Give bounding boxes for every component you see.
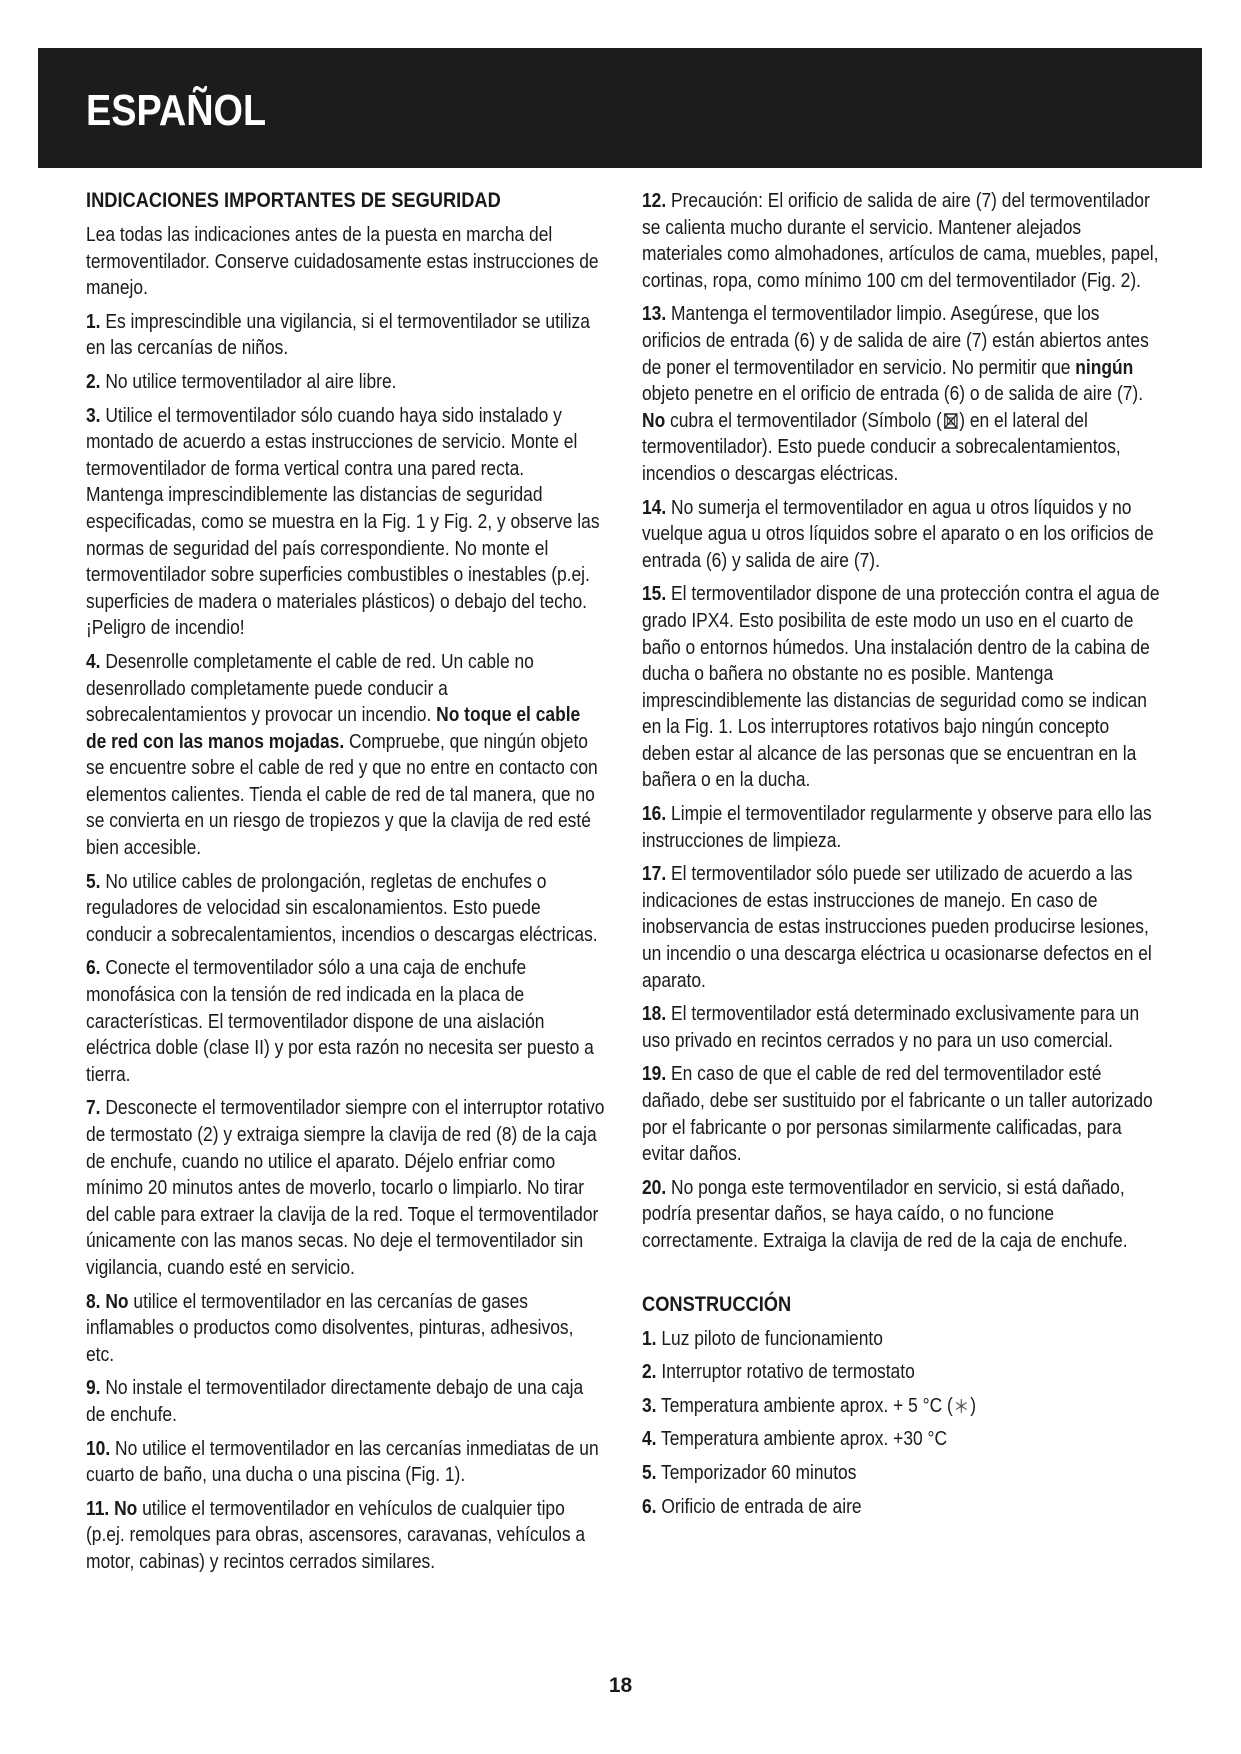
construction-item-2: 2. Interruptor rotativo de termostato [642, 1361, 915, 1384]
safety-item-9: 9. No instale el termoventilador directamente debajo de una caja de enchufe. [86, 1377, 584, 1426]
construction-item-6: 6. Orificio de entrada de aire [642, 1495, 862, 1518]
safety-item-13: 13. Mantenga el termoventilador limpio. Asegúrese, que los orificios de entrada (6) y de salida de aire (7) están abiertos antes de poner el termoventilador en servicio. No permitir que ningún objeto penetre en el orificio de entrada (6) o de salida de aire (7). No cubra el termoventilador (Símbolo ( ) en el lateral del termoventilador). Esto puede conducir a sobrecalentamientos, incendios o descargas eléctricas. [642, 303, 1149, 485]
safety-item-5: 5. No utilice cables de prolongación, regletas de enchufes o reguladores de velocidad sin escalonamientos. Esto puede conducir a sobrecalentamientos, incendios o descargas eléctricas. [86, 870, 598, 946]
safety-item-18: 18. El termoventilador está determinado exclusivamente para un uso privado en recintos cerrados y no para un uso comercial. [642, 1003, 1140, 1052]
safety-item-4: 4. Desenrolle completamente el cable de red. Un cable no desenrollado completamente puede conducir a sobrecalentamientos y provocar un incendio. No toque el cable de red con las manos mojadas. Compruebe, que ningún objeto se encuentre sobre el cable de red y que no entre en contacto con elementos calientes. Tienda el cable de red de tal manera, que no se convierta en un riesgo de tropiezos y que la clavija de red esté bien accesible. [86, 650, 598, 860]
construction-item-1: 1. Luz piloto de funcionamiento [642, 1327, 883, 1350]
frost-protection-icon [955, 1395, 969, 1411]
safety-item-2: 2. No utilice termoventilador al aire libre. [86, 370, 397, 393]
safety-intro: Lea todas las indicaciones antes de la puesta en marcha del termoventilador. Conserve cuidadosamente estas instrucciones de manejo. [86, 224, 599, 300]
safety-item-3: 3. Utilice el termoventilador sólo cuando haya sido instalado y montado de acuerdo a estas instrucciones de servicio. Monte el termoventilador de forma vertical contra una pared recta. Mantenga imprescindiblemente las distancias de seguridad especificadas, como se muestra en la Fig. 1 y Fig. 2, y observe las normas de seguridad del país correspondiente. No monte el termoventilador sobre superficies combustibles o inestables (p.ej. superficies de madera o materiales plásticos) o debajo del techo. ¡Peligro de incendio! [86, 404, 600, 640]
safety-item-6: 6. Conecte el termoventilador sólo a una caja de enchufe monofásica con la tensión de red indicada en la placa de características. El termoventilador dispone de una aislación eléctrica doble (clase II) y por esta razón no necesita ser puesto a tierra. [86, 957, 594, 1086]
right-column [642, 188, 1162, 1527]
do-not-cover-icon [944, 410, 958, 426]
safety-item-20: 20. No ponga este termoventilador en servicio, si está dañado, podría presentar daños, se haya caído, o no funcione correctamente. Extraiga la clavija de red de la caja de enchufe. [642, 1176, 1128, 1252]
safety-item-16: 16. Limpie el termoventilador regularmente y observe para ello las instrucciones de limpieza. [642, 803, 1152, 852]
safety-item-14: 14. No sumerja el termoventilador en agua u otros líquidos y no vuelque agua u otros líquidos sobre el aparato o en los orificios de entrada (6) y salida de aire (7). [642, 496, 1154, 572]
language-header-bar [38, 48, 1202, 168]
construction-heading: CONSTRUCCIÓN [642, 1292, 792, 1316]
safety-item-17: 17. El termoventilador sólo puede ser utilizado de acuerdo a las indicaciones de estas instrucciones de manejo. En caso de inobservancia de estas instrucciones pueden producirse lesiones, un incendio o una descarga eléctrica u ocasionarse defectos en el aparato. [642, 863, 1152, 992]
safety-item-10: 10. No utilice el termoventilador en las cercanías inmediatas de un cuarto de baño, una ducha o una piscina (Fig. 1). [86, 1437, 599, 1487]
safety-item-12: 12. Precaución: El orificio de salida de aire (7) del termoventilador se calienta mucho durante el servicio. Mantener alejados materiales como almohadones, artículos de cama, muebles, papel, cortinas, ropa, como mínimo 100 cm del termoventilador (Fig. 2). [642, 190, 1159, 292]
construction-item-3: 3. Temperatura ambiente aprox. + 5 °C ( ) [642, 1394, 977, 1417]
safety-item-11: 11. No utilice el termoventilador en vehículos de cualquier tipo (p.ej. remolques para obras, ascensores, caravanas, vehículos a motor, cabinas) y recintos cerrados similares. [86, 1497, 586, 1573]
safety-item-15: 15. El termoventilador dispone de una protección contra el agua de grado IPX4. Esto posibilita de este modo un uso en el cuarto de baño o entornos húmedos. Una instalación dentro de la cabina de ducha o bañera no obstante no es posible. Mantenga imprescindiblemente las distancias de seguridad como se indican en la Fig. 1. Los interruptores rotativos bajo ningún concepto deben estar al alcance de las personas que se encuentran en la bañera o en la ducha. [642, 583, 1160, 792]
safety-heading: INDICACIONES IMPORTANTES DE SEGURIDAD [86, 189, 501, 212]
section-spacer [642, 1262, 1161, 1292]
construction-item-4: 4. Temperatura ambiente aprox. +30 °C [642, 1428, 948, 1451]
safety-item-19: 19. En caso de que el cable de red del termoventilador esté dañado, debe ser sustituido por el fabricante o un taller autorizado por el fabricante o por personas similarmente calificadas, para evitar daños. [642, 1063, 1153, 1166]
safety-item-7: 7. Desconecte el termoventilador siempre con el interruptor rotativo de termostato (2) y extraiga siempre la clavija de red (8) de la caja de enchufe, cuando no utilice el aparato. Déjelo enfriar como mínimo 20 minutos antes de moverlo, tocarlo o limpiarlo. No tirar del cable para extraer la clavija de la red. Toque el termoventilador únicamente con las manos secas. No deje el termoventilador sin vigilancia, cuando esté en servicio. [86, 1097, 605, 1279]
safety-item-1: 1. Es imprescindible una vigilancia, si el termoventilador se utiliza en las cercanías de niños. [86, 310, 590, 360]
page-title: ESPAÑOL [86, 86, 267, 135]
page-number: 18 [608, 1674, 633, 1697]
left-column [86, 188, 606, 1583]
safety-item-8: 8. No utilice el termoventilador en las cercanías de gases inflamables o productos como disolventes, pinturas, adhesivos, etc. [86, 1290, 574, 1366]
construction-item-5: 5. Temporizador 60 minutos [642, 1461, 857, 1484]
